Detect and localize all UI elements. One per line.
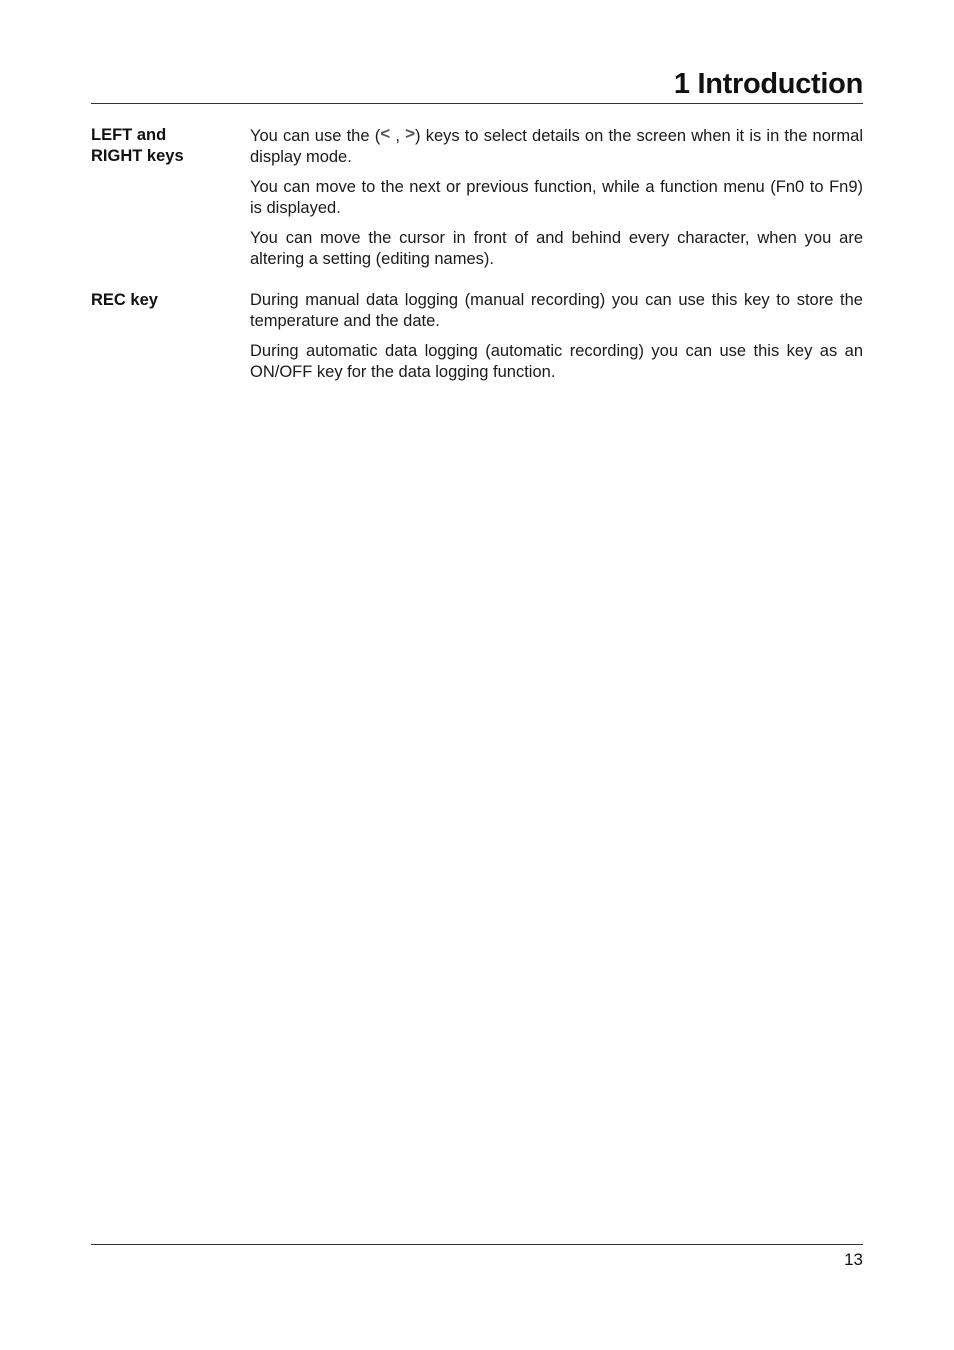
term-rec-key: [91, 290, 241, 311]
paragraph: You can move to the next or previous function, while a function menu (Fn0 to Fn9) is displayed.: [250, 178, 863, 217]
term-line: RIGHT keys: [91, 147, 184, 165]
right-key-icon: >: [405, 124, 416, 143]
description-left-right-keys: [250, 125, 863, 279]
page-number: 13: [844, 1250, 863, 1269]
paragraph: You can move the cursor in front of and behind every character, when you are altering a setting (editing names).: [250, 229, 863, 268]
term-line: REC key: [91, 291, 158, 309]
text-run: ) keys to select details on the screen when it is in the normal display mode.: [250, 127, 863, 166]
description-rec-key: [250, 290, 863, 392]
footer-rule: [91, 1244, 863, 1245]
paragraph: [250, 125, 863, 168]
text-run: You can use the (: [250, 127, 381, 145]
paragraph: During manual data logging (manual recording) you can use this key to store the temperature and the date.: [250, 291, 863, 330]
term-left-right-keys: [91, 125, 241, 167]
page-title: 1 Introduction: [673, 68, 863, 100]
term-line: LEFT and: [91, 126, 167, 144]
text-run: ,: [390, 127, 406, 145]
header-rule: [91, 103, 863, 104]
paragraph: During automatic data logging (automatic recording) you can use this key as an ON/OFF key for the data logging function.: [250, 342, 863, 381]
left-key-icon: <: [380, 124, 391, 143]
